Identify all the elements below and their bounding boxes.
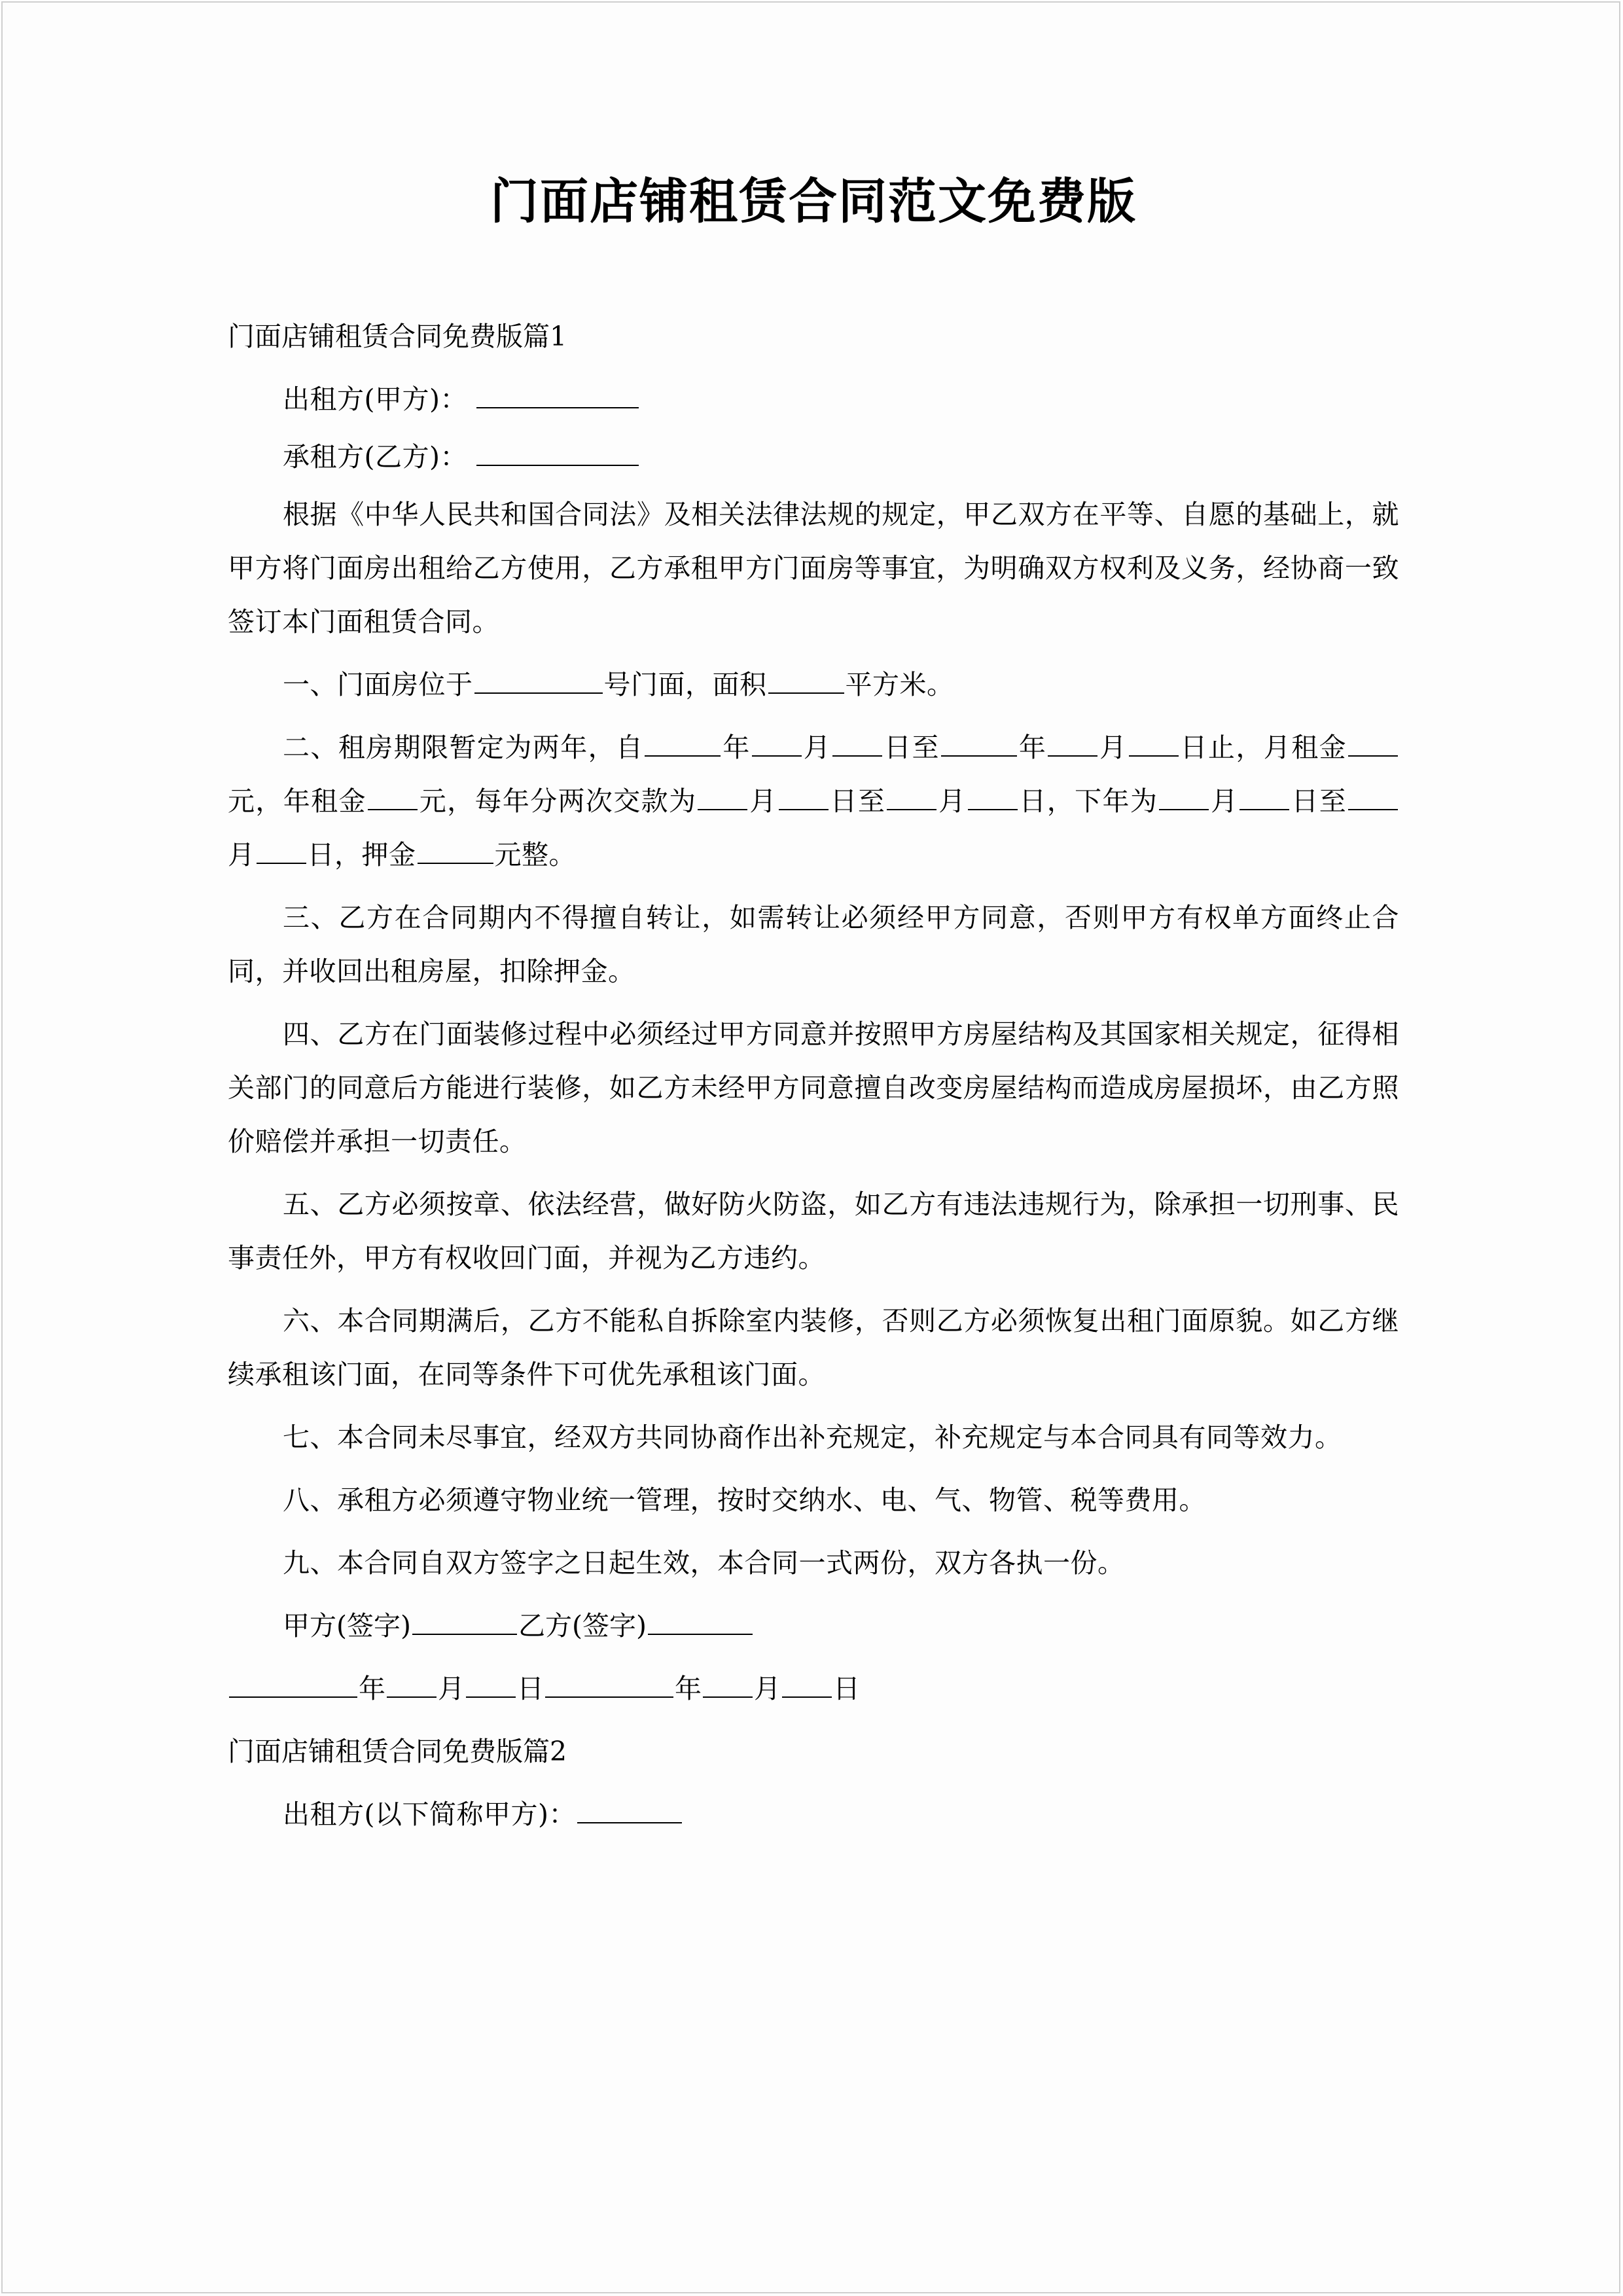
clause-4: 四、乙方在门面装修过程中必须经过甲方同意并按照甲方房屋结构及其国家相关规定，征得相关部门的同意后方能进行装修，如乙方未经甲方同意擅自改变房屋结构而造成房屋损坏，由乙方照价赔偿并承担一切责任。	[228, 1018, 1399, 1157]
signature-party-a-blank[interactable]	[412, 1607, 517, 1635]
clause-1-address-blank[interactable]	[474, 666, 603, 694]
lessor-label-2: 出租方(以下简称甲方)：	[283, 1798, 576, 1830]
date-a-day-label: 日	[517, 1672, 544, 1704]
clause-2-part-g: 日止，月租金	[1179, 731, 1347, 763]
clause-1	[228, 658, 1399, 711]
signature-party-b-label: 乙方(签字)	[518, 1609, 647, 1641]
clause-2-start-day-blank[interactable]	[832, 729, 882, 757]
clause-2-next-month2-blank[interactable]	[1348, 783, 1398, 810]
date-a-day-blank[interactable]	[466, 1670, 516, 1698]
clause-2-part-o: 日至	[1291, 785, 1347, 817]
date-b-month-label: 月	[754, 1672, 781, 1704]
clause-2-part-k: 日至	[829, 785, 886, 817]
clause-7: 七、本合同未尽事宜，经双方共同协商作出补充规定，补充规定与本合同具有同等效力。	[283, 1421, 1342, 1453]
lessee-label: 承租方(乙方)：	[283, 440, 467, 473]
section-heading-1-text: 门面店铺租赁合同免费版篇1	[228, 320, 567, 352]
page-title: 门面店铺租赁合同范文免费版	[490, 173, 1137, 230]
clause-2-part-e: 年	[1018, 731, 1047, 763]
clause-2-pay2-day-blank[interactable]	[968, 783, 1018, 810]
clause-6: 六、本合同期满后，乙方不能私自拆除室内装修，否则乙方必须恢复出租门面原貌。如乙方继续承租该门面，在同等条件下可优先承租该门面。	[228, 1304, 1399, 1390]
clause-2-part-p: 月	[228, 838, 255, 870]
lessor-label: 出租方(甲方)：	[283, 383, 467, 415]
clause-2-end-day-blank[interactable]	[1129, 729, 1179, 757]
lessee-name-blank[interactable]	[476, 439, 639, 466]
signature-party-b-blank[interactable]	[648, 1607, 753, 1635]
preamble-paragraph: 根据《中华人民共和国合同法》及相关法律法规的规定，甲乙双方在平等、自愿的基础上，就甲方将门面房出租给乙方使用，乙方承租甲方门面房等事宜，为明确双方权利及义务，经协商一致签订本门面租赁合同。	[228, 498, 1399, 637]
lessor-name-blank-2[interactable]	[577, 1796, 682, 1823]
clause-1-part-b: 号门面，面积	[603, 668, 767, 700]
date-a-year-label: 年	[359, 1672, 385, 1704]
date-a-year-blank[interactable]	[229, 1670, 357, 1698]
clause-2-part-j: 月	[749, 785, 777, 817]
clause-2-part-m: 日，下年为	[1018, 785, 1158, 817]
clause-2-pay2-month-blank[interactable]	[887, 783, 936, 810]
clause-2-part-q: 日，押金	[307, 838, 416, 870]
section-heading-2	[228, 1725, 1399, 1778]
clause-2-yearly-rent-blank[interactable]	[368, 783, 418, 810]
date-b-month-blank[interactable]	[703, 1670, 753, 1698]
clause-1-area-blank[interactable]	[768, 666, 844, 694]
date-b-year-blank[interactable]	[545, 1670, 673, 1698]
date-a-month-label: 月	[438, 1672, 465, 1704]
signature-date-row	[228, 1662, 1399, 1715]
document-content	[228, 171, 1399, 1850]
clause-2-part-h: 元，年租金	[228, 785, 366, 817]
clause-2-deposit-blank[interactable]	[418, 836, 493, 864]
lessee-field-row	[228, 430, 1399, 484]
clause-2-part-a: 二、租房期限暂定为两年，自	[283, 731, 644, 763]
clause-1-part-c: 平方米。	[845, 668, 954, 700]
clause-2-start-month-blank[interactable]	[752, 729, 802, 757]
lessor-name-blank[interactable]	[476, 381, 639, 408]
clause-2-next-month1-blank[interactable]	[1159, 783, 1209, 810]
clause-3: 三、乙方在合同期内不得擅自转让，如需转让必须经甲方同意，否则甲方有权单方面终止合同，并收回出租房屋，扣除押金。	[228, 901, 1399, 987]
date-a-month-blank[interactable]	[387, 1670, 437, 1698]
clause-2-end-year-blank[interactable]	[941, 729, 1017, 757]
signature-party-a-label: 甲方(签字)	[283, 1609, 411, 1641]
section-heading-1	[228, 310, 1399, 363]
clause-2-next-day2-blank[interactable]	[257, 836, 306, 864]
date-b-day-blank[interactable]	[782, 1670, 832, 1698]
clause-2-part-n: 月	[1210, 785, 1239, 817]
clause-2-start-year-blank[interactable]	[645, 729, 721, 757]
clause-2-end-month-blank[interactable]	[1048, 729, 1097, 757]
clause-2-next-day1-blank[interactable]	[1240, 783, 1289, 810]
clause-2-part-b: 年	[722, 731, 751, 763]
lessor-field-row	[228, 372, 1399, 426]
section-heading-2-text: 门面店铺租赁合同免费版篇2	[228, 1735, 567, 1767]
signature-row	[228, 1599, 1399, 1653]
clause-5: 五、乙方必须按章、依法经营，做好防火防盗，如乙方有违法违规行为，除承担一切刑事、民事责任外，甲方有权收回门面，并视为乙方违约。	[228, 1188, 1399, 1274]
clause-2-part-l: 月	[938, 785, 967, 817]
clause-2-pay1-month-blank[interactable]	[698, 783, 747, 810]
clause-2-part-i: 元，每年分两次交款为	[418, 785, 697, 817]
clause-2-part-f: 月	[1099, 731, 1128, 763]
date-b-year-label: 年	[675, 1672, 702, 1704]
clause-1-part-a: 一、门面房位于	[283, 668, 473, 700]
clause-2-pay1-day-blank[interactable]	[779, 783, 829, 810]
clause-2-monthly-rent-blank[interactable]	[1348, 729, 1398, 757]
clause-2-part-r: 元整。	[494, 838, 576, 870]
clause-2-part-c: 月	[802, 731, 832, 763]
lessor-field-row-2	[228, 1787, 1399, 1841]
clause-8: 八、承租方必须遵守物业统一管理，按时交纳水、电、气、物管、税等费用。	[283, 1484, 1206, 1516]
clause-2-part-d: 日至	[883, 731, 940, 763]
clause-2	[228, 721, 1399, 882]
clause-9: 九、本合同自双方签字之日起生效，本合同一式两份，双方各执一份。	[283, 1547, 1125, 1579]
date-b-day-label: 日	[833, 1672, 860, 1704]
